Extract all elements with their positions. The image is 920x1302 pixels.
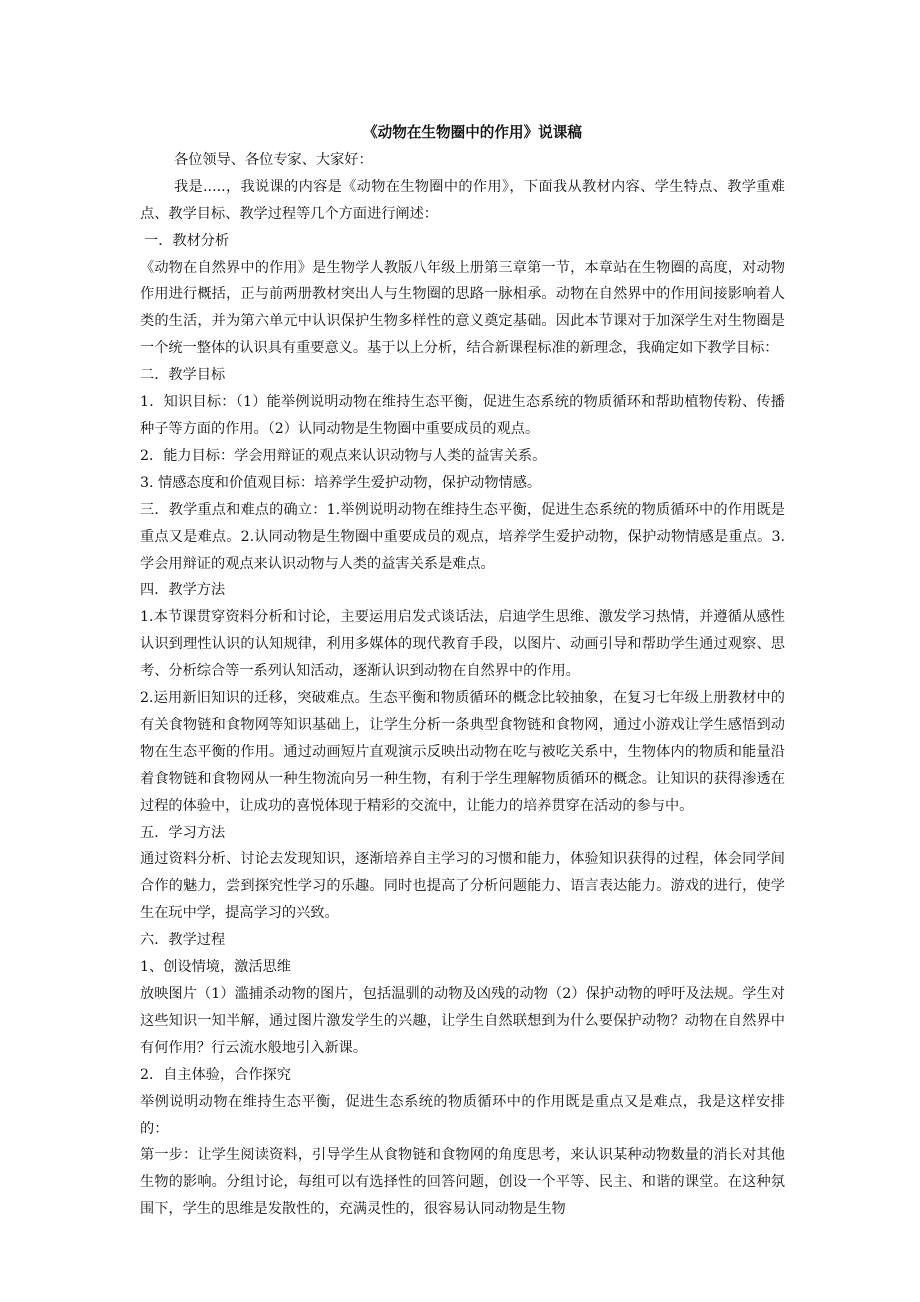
intro-paragraph: 我是.....，我说课的内容是《动物在生物圈中的作用》，下面我从教材内容、学生特点、教学重难点、教学目标、教学过程等几个方面进行阐述： [140, 178, 785, 222]
section-4-item-1: 1.本节课贯穿资料分析和讨论，主要运用启发式谈话法，启迪学生思维、激发学习热情，并遵循从感性认识到理性认识的认知规律，利用多媒体的现代教育手段，以图片、动画引导和帮助学生通过观察、思考、分析综合等一系列认知活动，逐渐认识到动物在自然界中的作用。 [140, 609, 785, 680]
section-1-text: 《动物在自然界中的作用》是生物学人教版八年级上册第三章第一节，本章站在生物圈的高度，对动物作用进行概括，正与前两册教材突出人与生物圈的思路一脉相承。动物在自然界中的作用间接影响着人类的生活，并为第六单元中认识保护生物多样性的意义奠定基础。因此本节课对于加深学生对生物圈是一个统一整体的认识具有重要意义。基于以上分析，结合新课程标准的新理念，我确定如下教学目标： [140, 259, 785, 357]
section-6-heading: 六．教学过程 [140, 932, 226, 949]
section-2-heading: 二．教学目标 [140, 367, 226, 384]
section-5-heading: 五．学习方法 [140, 824, 226, 841]
section-6-step-1: 第一步：让学生阅读资料，引导学生从食物链和食物网的角度思考，来认识某种动物数量的消长对其他生物的影响。分组讨论，每组可以有选择性的回答问题，创设一个平等、民主、和谐的课堂。在这种氛围下，学生的思维是发散性的，充满灵性的，很容易认同动物是生物 [140, 1147, 785, 1218]
page-title: 《动物在生物圈中的作用》说课稿 [363, 124, 582, 141]
section-3-text: 三．教学重点和难点的确立：1.举例说明动物在维持生态平衡，促进生态系统的物质循环中的作用既是重点又是难点。2.认同动物是生物圈中重要成员的观点，培养学生爱护动物，保护动物情感是重点。3.学会用辩证的观点来认识动物与人类的益害关系是难点。 [140, 501, 785, 572]
section-1-heading: 一．教材分析 [144, 232, 230, 249]
section-2-item-2: 2．能力目标：学会用辩证的观点来认识动物与人类的益害关系。 [140, 447, 547, 464]
section-6-sub-1-heading: 1、创设情境，激活思维 [140, 959, 291, 976]
section-5-text: 通过资料分析、讨论去发现知识，逐渐培养自主学习的习惯和能力，体验知识获得的过程，体会同学间合作的魅力，尝到探究性学习的乐趣。同时也提高了分析问题能力、语言表达能力。游戏的进行，使学生在玩中学，提高学习的兴致。 [140, 851, 785, 922]
section-6-sub-2-text: 举例说明动物在维持生态平衡，促进生态系统的物质循环中的作用既是重点又是难点，我是这样安排的： [140, 1093, 785, 1137]
section-2-item-1: 1．知识目标：（1）能举例说明动物在维持生态平衡，促进生态系统的物质循环和帮助植物传粉、传播种子等方面的作用。（2）认同动物是生物圈中重要成员的观点。 [140, 394, 785, 437]
document-body [140, 120, 785, 1223]
section-6-sub-1-text: 放映图片（1）滥捕杀动物的图片，包括温驯的动物及凶残的动物（2）保护动物的呼吁及法规。学生对这些知识一知半解，通过图片激发学生的兴趣，让学生自然联想到为什么要保护动物？动物在自然界中有何作用？行云流水般地引入新课。 [140, 986, 785, 1056]
greeting: 各位领导、各位专家、大家好： [174, 151, 373, 168]
section-6-sub-2-heading: 2．自主体验，合作探究 [140, 1066, 291, 1083]
section-4-heading: 四．教学方法 [140, 582, 226, 599]
section-4-item-2: 2.运用新旧知识的迁移，突破难点。生态平衡和物质循环的概念比较抽象，在复习七年级上册教材中的有关食物链和食物网等知识基础上，让学生分析一条典型食物链和食物网，通过小游戏让学生感悟到动物在生态平衡的作用。通过动画短片直观演示反映出动物在吃与被吃关系中，生物体内的物质和能量沿着食物链和食物网从一种生物流向另一种生物，有利于学生理解物质循环的概念。让知识的获得渗透在过程的体验中，让成功的喜悦体现于精彩的交流中，让能力的培养贯穿在活动的参与中。 [140, 690, 785, 814]
section-2-item-3: 3. 情感态度和价值观目标：培养学生爱护动物，保护动物情感。 [140, 474, 542, 491]
